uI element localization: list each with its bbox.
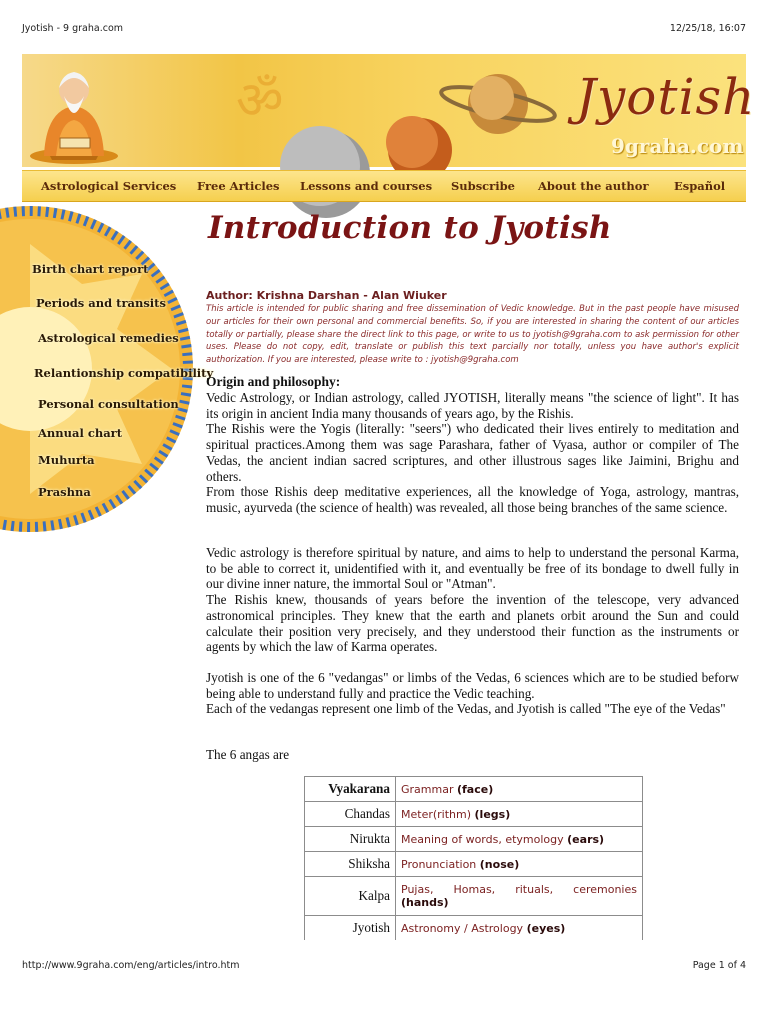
article-block — [206, 390, 739, 516]
svg-text:ॐ: ॐ — [236, 71, 284, 131]
top-navigation — [22, 170, 746, 202]
nav-espanol[interactable]: Español — [674, 179, 726, 193]
side-menu-muhurta[interactable]: Muhurta — [38, 453, 95, 467]
print-header-timestamp: 12/25/18, 16:07 — [669, 23, 746, 34]
site-banner[interactable] — [22, 54, 756, 167]
anga-name: Shiksha — [305, 852, 396, 877]
side-menu-relationship-compatibility[interactable]: Relantionship compatibility — [34, 366, 214, 380]
sage-illustration — [26, 60, 122, 164]
print-footer-url: http://www.9graha.com/eng/articles/intro.htm — [22, 960, 240, 971]
side-menu-prashna[interactable]: Prashna — [38, 485, 91, 499]
anga-name: Nirukta — [305, 827, 396, 852]
table-row — [305, 852, 643, 877]
article-author: Author: Krishna Darshan - Alan Wiuker — [206, 289, 447, 302]
paragraph: Each of the vedangas represent one limb of the Vedas, and Jyotish is called "The eye of the Vedas" — [206, 701, 726, 717]
side-menu-periods-and-transits[interactable]: Periods and transits — [36, 296, 166, 310]
nav-lessons-and-courses[interactable]: Lessons and courses — [300, 179, 433, 193]
side-menu-astrological-remedies[interactable]: Astrological remedies — [38, 331, 179, 345]
anga-description: Pujas, Homas, rituals, ceremonies (hands) — [396, 877, 643, 916]
paragraph: Jyotish is one of the 6 "vedangas" or limbs of the Vedas, 6 sciences which are to be studied beforw being able to understand fully and practice the Vedic teaching. — [206, 670, 739, 701]
table-row — [305, 802, 643, 827]
side-menu-personal-consultation[interactable]: Personal consultation — [38, 397, 179, 411]
print-footer-page-number: Page 1 of 4 — [692, 960, 746, 971]
paragraph: The Rishis were the Yogis (literally: "seers") who dedicated their lives entirely to meditation and spiritual practices.Among them was sage Parashara, father of Vyasa, author or compiler of The Vedas, the ancient indian sacred scriptures, and other illustrous sages like Jaimini, Brighu and others. — [206, 421, 739, 484]
copyright-notice: This article is intended for public sharing and free dissemination of Vedic knowledge. But in the past people have misused our articles for their own personal and commercial benefits. So, if you are interested in sharing the content of our articles totally or partially, please share the direct link to this page, or write to us to jyotish@9graha.com to ask permission for other uses. Please do not copy, edit, translate or publish this text parcially nor totally, unless you have author's explicit authorization. If you are interested, please write to : jyotish@9graha.com — [206, 304, 739, 366]
table-row — [305, 777, 643, 802]
site-domain: 9graha.com — [611, 134, 744, 158]
nav-subscribe[interactable]: Subscribe — [451, 179, 515, 193]
anga-name: Vyakarana — [305, 777, 396, 802]
page-title: Introduction to Jyotish — [208, 210, 612, 246]
table-row — [305, 916, 643, 941]
angas-table — [304, 776, 643, 940]
print-header-title: Jyotish - 9 graha.com — [22, 23, 124, 34]
side-menu — [22, 204, 214, 534]
paragraph: From those Rishis deep meditative experiences, all the knowledge of Yoga, astrology, mantras, music, ayurveda (the science of health) was revealed, all those being branches of the same science. — [206, 484, 739, 515]
anga-description: Meter(rithm) (legs) — [396, 802, 643, 827]
paragraph: Vedic astrology is therefore spiritual by nature, and aims to help to understand the personal Karma, to be able to correct it, unidentified with it, and eventually be free of its bondage to dwell fully in our divine inner nature, the immortal Soul or "Atman". — [206, 545, 739, 592]
table-row — [305, 827, 643, 852]
section-heading: Origin and philosophy: — [206, 374, 341, 389]
anga-description: Meaning of words, etymology (ears) — [396, 827, 643, 852]
nav-free-articles[interactable]: Free Articles — [197, 179, 280, 193]
anga-description: Astronomy / Astrology (eyes) — [396, 916, 643, 941]
anga-description: Pronunciation (nose) — [396, 852, 643, 877]
anga-name: Chandas — [305, 802, 396, 827]
planets-illustration — [236, 54, 582, 167]
angas-intro: The 6 angas are — [206, 747, 290, 762]
article-block — [206, 545, 739, 655]
anga-name: Kalpa — [305, 877, 396, 916]
paragraph: Vedic Astrology, or Indian astrology, called JYOTISH, literally means "the science of light". It has its origin in ancient India many thousands of years ago, by the Rishis. — [206, 390, 739, 421]
nav-astrological-services[interactable]: Astrological Services — [41, 179, 177, 193]
site-logo: Jyotish — [576, 68, 756, 126]
side-menu-annual-chart[interactable]: Annual chart — [38, 426, 123, 440]
anga-description: Grammar (face) — [396, 777, 643, 802]
article-block — [206, 670, 739, 717]
nav-about-the-author[interactable]: About the author — [538, 179, 649, 193]
anga-name: Jyotish — [305, 916, 396, 941]
paragraph: The Rishis knew, thousands of years before the invention of the telescope, very advanced astronomical principles. They knew that the earth and planets orbit around the Sun and could calculate their position very precisely, and they understood their function as the instruments or agents by which the law of Karma operates. — [206, 592, 739, 655]
side-menu-birth-chart-report[interactable]: Birth chart report — [32, 262, 149, 276]
table-row — [305, 877, 643, 916]
